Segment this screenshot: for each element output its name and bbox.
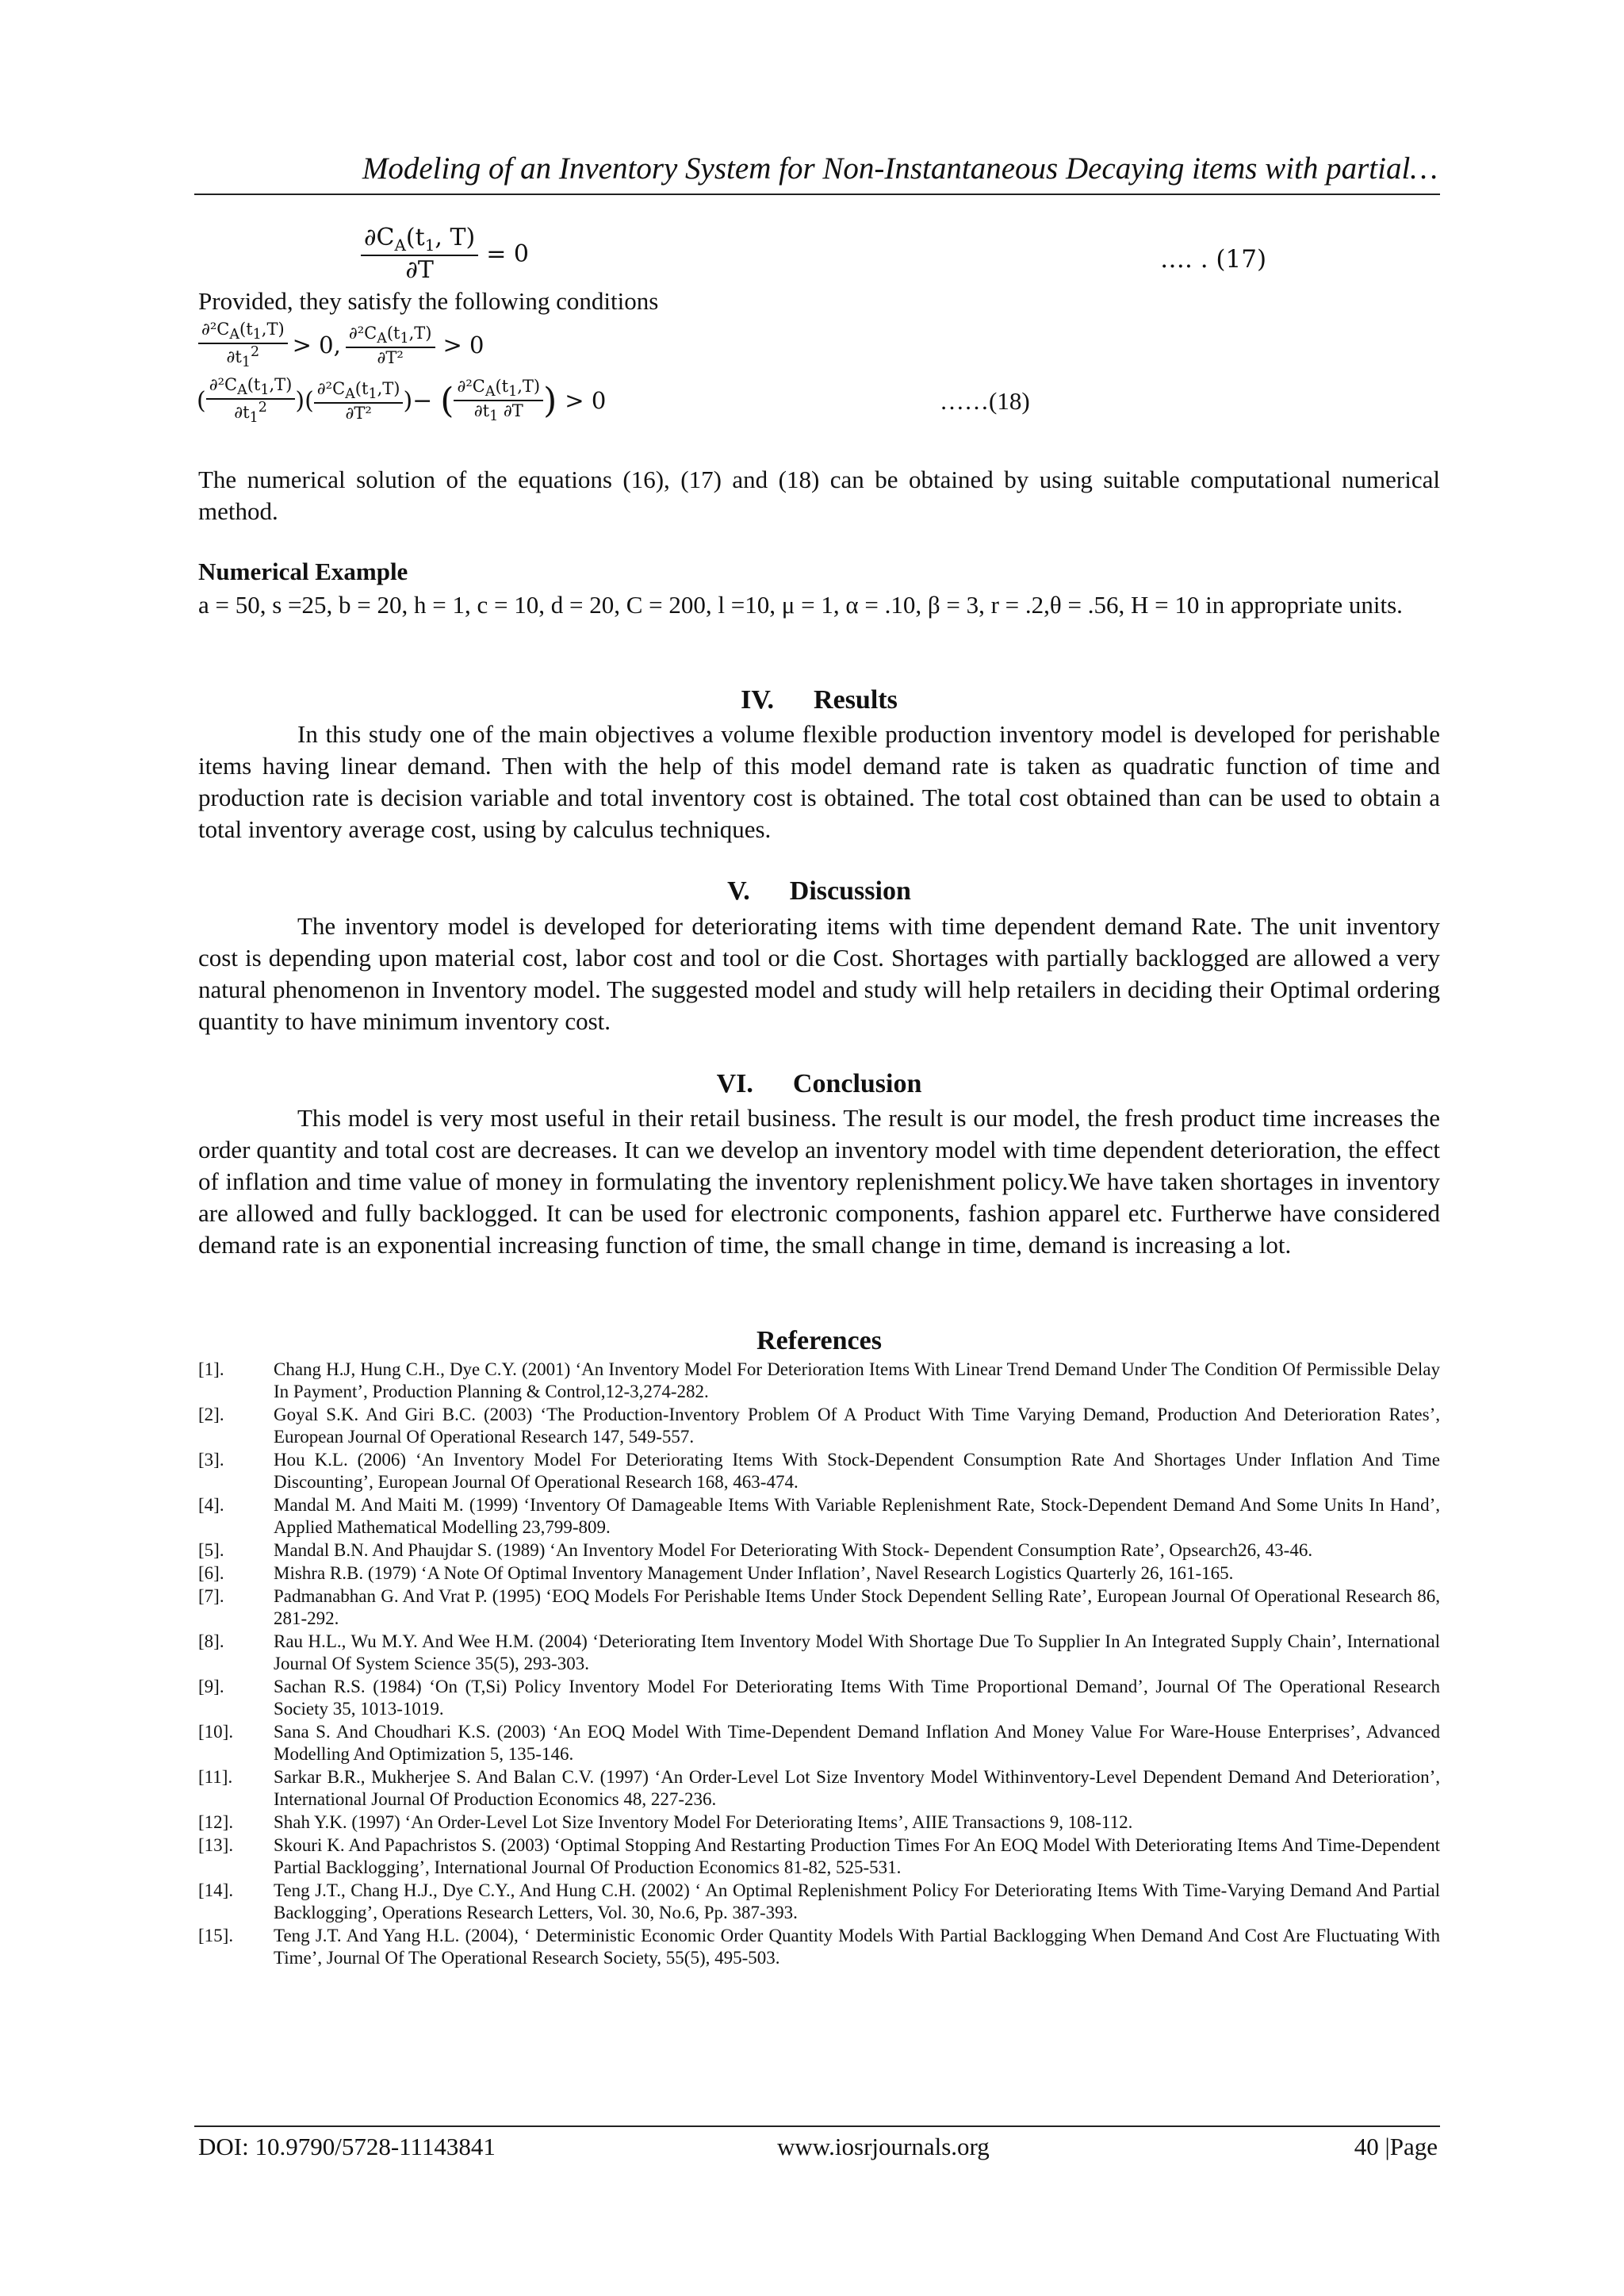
reference-text: Teng J.T. And Yang H.L. (2004), ‘ Deterministic Economic Order Quantity Models With Partial Backlogging When Demand And Cost Are Fluctuating With Time’, Journal Of The Operational Research Society, 55(5), 495-503. <box>274 1926 1440 1968</box>
section-heading-discussion: V. Discussion <box>727 876 911 906</box>
reference-number: [3]. <box>198 1450 224 1470</box>
reference-number: [7]. <box>198 1586 224 1606</box>
reference-text: Skouri K. And Papachristos S. (2003) ‘Optimal Stopping And Restarting Production Times For An EOQ Model With Deteriorating Items And Time-Dependent Partial Backlogging’, International Journal Of Production Economics 81-82, 525-531. <box>274 1835 1440 1877</box>
section-text-conclusion: This model is very most useful in their retail business. The result is our model, the fresh product time increases the order quantity and total cost are decreases. It can we develop an inventory model with time dependent deterioration, the effect of inflation and time value of money in formulating the inventory replenishment policy.We have taken shortages in inventory are allowed and fully backlogged. It can be used for electronic components, fashion apparel etc. Furtherwe have considered demand rate is an exponential increasing function of time, the small change in time, demand is increasing a lot. <box>198 1104 1440 1259</box>
reference-text: Padmanabhan G. And Vrat P. (1995) ‘EOQ Models For Perishable Items Under Stock Dependent Selling Rate’, European Journal Of Operational Research 86, 281-292. <box>274 1586 1440 1628</box>
provided-conditions-text: Provided, they satisfy the following conditions <box>198 287 659 315</box>
reference-number: [2]. <box>198 1405 224 1424</box>
reference-text: Goyal S.K. And Giri B.C. (2003) ‘The Production-Inventory Problem Of A Product With Time Varying Demand, Production And Deterioration Rates’, European Journal Of Operational Research 147, 549-557. <box>274 1405 1440 1447</box>
reference-item <box>198 1676 1440 1720</box>
numerical-example-text: a = 50, s =25, b = 20, h = 1, c = 10, d = 20, C = 200, l =10, μ = 1, α = .10, β = 3, r = .2,θ = .56, H = 10 in appropriate units. <box>198 591 1403 619</box>
condition-2: ( $\frac{\partial^2C_A(t_1,T)}{\partial t_1^2}$ )( $\frac{\partial^2C_A(t_1,T)}{\text{∂T²}}$ )− ( $\frac{\partial^2C_A(t_1,T)}{\partial t_1 \partial T}$ ) > 0 <box>197 375 607 427</box>
footer-page-number: 40 |Page <box>1354 2133 1438 2160</box>
section-heading-results: IV. Results <box>741 685 898 715</box>
reference-item <box>198 1834 1440 1879</box>
reference-number: [10]. <box>198 1722 234 1742</box>
reference-item <box>198 1925 1440 1969</box>
reference-number: [6]. <box>198 1563 224 1583</box>
reference-number: [11]. <box>198 1767 233 1787</box>
reference-item <box>198 1404 1440 1448</box>
eq17-fraction: $\frac{\partial C_A(t_1, T)}{\partial T}$ <box>361 224 478 284</box>
reference-number: [13]. <box>198 1835 234 1855</box>
numerical-example-heading: Numerical Example <box>198 558 408 585</box>
condition-1: $\frac{\partial^2C_A(t_1,T)}{\partial t_1^2}$ > 0, $\frac{\partial^2C_A(t_1,T)}{\text{∂T²}}$ > 0 <box>198 320 484 370</box>
reference-text: Teng J.T., Chang H.J., Dye C.Y., And Hung C.H. (2002) ‘ An Optimal Replenishment Policy For Deteriorating Items With Time-Varying Demand And Partial Backlogging’, Operations Research Letters, Vol. 30, No.6, Pp. 387-393. <box>274 1880 1440 1922</box>
equation-17-number: …. . (17) <box>1160 245 1267 274</box>
reference-text: Mandal M. And Maiti M. (1999) ‘Inventory Of Damageable Items With Variable Replenishment Rate, Stock-Dependent Demand And Some Units In Hand’, Applied Mathematical Modelling 23,799-809. <box>274 1495 1440 1537</box>
reference-text: Mishra R.B. (1979) ‘A Note Of Optimal Inventory Management Under Inflation’, Navel Research Logistics Quarterly 26, 161-165. <box>274 1563 1234 1583</box>
equation-18-number: ……(18) <box>940 387 1030 415</box>
reference-item <box>198 1811 1440 1834</box>
reference-item <box>198 1359 1440 1403</box>
reference-item <box>198 1562 1440 1585</box>
reference-number: [9]. <box>198 1677 224 1696</box>
reference-item <box>198 1449 1440 1493</box>
numerical-solution-paragraph: The numerical solution of the equations (16), (17) and (18) can be obtained by using suitable computational numerical method. <box>198 466 1440 525</box>
reference-item <box>198 1631 1440 1675</box>
reference-text: Shah Y.K. (1997) ‘An Order-Level Lot Size Inventory Model For Deteriorating Items’, AIIE Transactions 9, 108-112. <box>274 1812 1133 1832</box>
reference-text: Chang H.J, Hung C.H., Dye C.Y. (2001) ‘An Inventory Model For Deterioration Items With Linear Trend Demand Under The Condition Of Permissible Delay In Payment’, Production Planning & Control,12-3,274-282. <box>274 1359 1440 1401</box>
section-text-discussion: The inventory model is developed for deteriorating items with time dependent demand Rate. The unit inventory cost is depending upon material cost, labor cost and tool or die Cost. Shortages with partially backlogged are allowed a very natural phenomenon in Inventory model. The suggested model and study will help retailers in deciding their Optimal ordering quantity to have minimum inventory cost. <box>198 912 1440 1035</box>
reference-item <box>198 1766 1440 1811</box>
footer-rule <box>194 2125 1440 2127</box>
reference-number: [1]. <box>198 1359 224 1379</box>
reference-text: Sarkar B.R., Mukherjee S. And Balan C.V. (1997) ‘An Order-Level Lot Size Inventory Model Withinventory-Level Dependent Demand And Deterioration’, International Journal Of Production Economics 48, 227-236. <box>274 1767 1440 1809</box>
running-title: Modeling of an Inventory System for Non-Instantaneous Decaying items with partial… <box>362 151 1438 186</box>
reference-text: Sana S. And Choudhari K.S. (2003) ‘An EOQ Model With Time-Dependent Demand Inflation And Money Value For Ware-House Enterprises’, Advanced Modelling And Optimization 5, 135-146. <box>274 1722 1440 1764</box>
reference-text: Hou K.L. (2006) ‘An Inventory Model For Deteriorating Items With Stock-Dependent Consumption Rate And Shortages Under Inflation And Time Discounting’, European Journal Of Operational Research 168, 463-474. <box>274 1450 1440 1492</box>
reference-number: [15]. <box>198 1926 234 1945</box>
reference-item <box>198 1539 1440 1562</box>
reference-number: [4]. <box>198 1495 224 1515</box>
references-heading: References <box>756 1326 882 1355</box>
reference-number: [5]. <box>198 1540 224 1560</box>
reference-item <box>198 1585 1440 1630</box>
reference-text: Mandal B.N. And Phaujdar S. (1989) ‘An Inventory Model For Deteriorating With Stock- Dependent Consumption Rate’, Opsearch26, 43-46. <box>274 1540 1313 1560</box>
equation-17: $\frac{\partial C_A(t_1, T)}{\partial T}$ = 0 <box>361 224 529 284</box>
section-heading-conclusion: VI. Conclusion <box>716 1069 922 1098</box>
reference-item <box>198 1494 1440 1539</box>
footer-website: www.iosrjournals.org <box>777 2133 990 2160</box>
section-text-results: In this study one of the main objectives a volume flexible production inventory model is developed for perishable items having linear demand. Then with the help of this model demand rate is taken as quadratic function of time and production rate is decision variable and total inventory cost is obtained. The total cost obtained than can be used to obtain a total inventory average cost, using by calculus techniques. <box>198 720 1440 843</box>
reference-text: Rau H.L., Wu M.Y. And Wee H.M. (2004) ‘Deteriorating Item Inventory Model With Shortage Due To Supplier In An Integrated Supply Chain’, International Journal Of System Science 35(5), 293-303. <box>274 1631 1440 1673</box>
reference-number: [8]. <box>198 1631 224 1651</box>
reference-number: [12]. <box>198 1812 234 1832</box>
reference-text: Sachan R.S. (1984) ‘On (T,Si) Policy Inventory Model For Deteriorating Items With Time Proportional Demand’, Journal Of The Operational Research Society 35, 1013-1019. <box>274 1677 1440 1719</box>
header-rule <box>194 194 1440 195</box>
reference-number: [14]. <box>198 1880 234 1900</box>
reference-item <box>198 1721 1440 1765</box>
reference-item <box>198 1880 1440 1924</box>
references-list <box>198 1359 1440 1970</box>
footer-doi: DOI: 10.9790/5728-11143841 <box>198 2133 496 2160</box>
